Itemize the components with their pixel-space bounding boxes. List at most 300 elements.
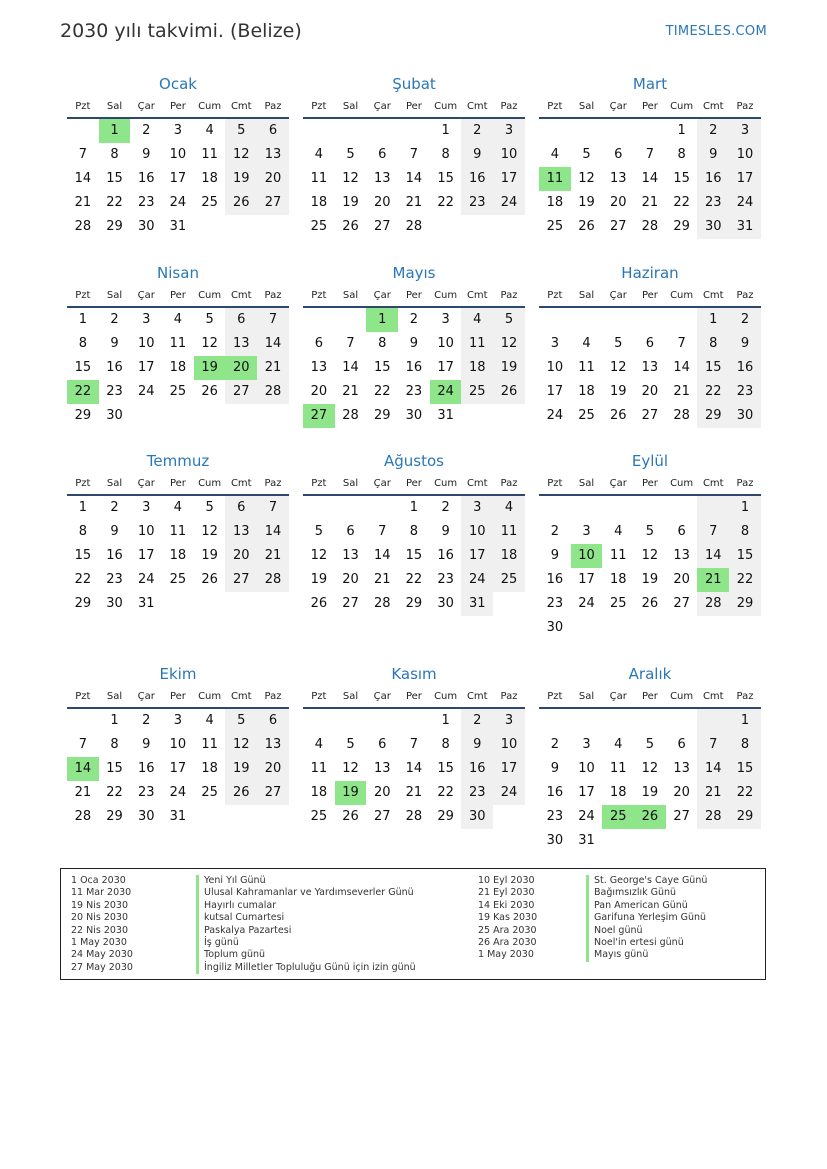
day-cell: 20 (225, 544, 257, 568)
day-cell: 11 (493, 520, 525, 544)
month-block (303, 662, 525, 829)
weekday-header (303, 686, 525, 709)
day-grid (539, 308, 761, 428)
weekday-header (539, 473, 761, 496)
day-cell: 3 (142, 312, 151, 327)
day-cell: 5 (645, 524, 655, 539)
empty-cell (666, 829, 698, 853)
weekday-label: Pzt (311, 691, 327, 702)
weekday-label: Sal (106, 290, 123, 301)
day-cell: 9 (550, 761, 559, 776)
empty-cell (729, 829, 761, 853)
month-block (303, 261, 525, 428)
legend-names-left (196, 875, 416, 974)
empty-cell (225, 592, 257, 616)
day-cell: 12 (225, 143, 257, 167)
day-cell: 21 (697, 568, 729, 592)
empty-cell (666, 496, 698, 520)
day-cell: 10 (137, 336, 155, 351)
weekday-label: Pzt (547, 478, 563, 489)
month-block (67, 72, 289, 239)
day-cell: 21 (641, 195, 659, 210)
day-cell: 10 (461, 520, 493, 544)
empty-cell (398, 709, 430, 733)
day-cell: 13 (257, 143, 289, 167)
day-cell: 19 (342, 195, 359, 210)
day-cell: 18 (461, 356, 493, 380)
weekday-label: Cmt (466, 101, 488, 112)
day-cell: 27 (257, 191, 289, 215)
day-cell: 7 (257, 308, 289, 332)
weekday-label: Pzt (547, 691, 563, 702)
empty-cell (194, 592, 226, 616)
day-cell: 27 (257, 781, 289, 805)
day-cell: 23 (106, 384, 123, 399)
legend-date: 21 Eyl 2030 (478, 887, 535, 899)
day-cell: 4 (493, 496, 525, 520)
day-cell: 14 (257, 520, 289, 544)
weekday-label: Pzt (75, 290, 91, 301)
month-name: Aralık (628, 665, 672, 683)
day-cell: 27 (641, 408, 659, 423)
day-cell: 26 (342, 219, 359, 234)
day-cell: 19 (201, 548, 218, 563)
weekday-label: Pzt (311, 290, 327, 301)
day-cell: 18 (310, 785, 328, 800)
day-cell: 25 (310, 809, 328, 824)
day-cell: 24 (578, 596, 595, 611)
day-cell: 11 (578, 360, 595, 375)
day-cell: 18 (201, 761, 218, 776)
day-cell: 9 (110, 524, 119, 539)
day-cell: 16 (137, 761, 155, 776)
day-cell: 12 (609, 360, 627, 375)
legend-date: 19 Nis 2030 (71, 899, 128, 911)
day-cell: 23 (405, 384, 423, 399)
day-cell: 6 (378, 737, 387, 752)
weekday-label: Per (405, 478, 422, 489)
day-cell: 27 (673, 596, 690, 611)
day-cell: 25 (169, 384, 187, 399)
legend-holiday-name: kutsal Cumartesi (196, 912, 416, 924)
day-cell: 16 (697, 167, 729, 191)
day-cell: 2 (142, 713, 151, 728)
weekday-label: Pzt (311, 478, 327, 489)
legend-date: 1 Oca 2030 (71, 875, 126, 886)
day-cell: 9 (729, 332, 761, 356)
day-cell: 30 (437, 596, 454, 611)
day-cell: 5 (614, 336, 623, 351)
day-cell: 5 (225, 709, 257, 733)
day-cell: 16 (461, 757, 493, 781)
day-grid (303, 119, 525, 239)
month-name: Ocak (159, 75, 197, 93)
legend-holiday-name: Toplum günü (196, 949, 416, 961)
day-cell: 30 (106, 408, 123, 423)
empty-cell (602, 308, 634, 332)
day-cell: 13 (673, 548, 690, 563)
day-cell: 24 (729, 191, 761, 215)
day-cell: 20 (225, 356, 257, 380)
legend-dates-left (71, 875, 133, 974)
brand-link[interactable]: TIMESLES.COM (665, 24, 767, 39)
empty-cell (335, 496, 367, 520)
day-cell: 14 (697, 757, 729, 781)
day-cell: 4 (205, 123, 214, 138)
day-cell: 26 (578, 219, 595, 234)
weekday-label: Sal (106, 478, 123, 489)
day-cell: 4 (314, 147, 323, 162)
day-cell: 8 (110, 147, 119, 162)
empty-cell (366, 709, 398, 733)
empty-cell (634, 616, 666, 640)
empty-cell (225, 404, 257, 428)
legend-date: 1 May 2030 (478, 949, 534, 961)
day-cell: 7 (677, 336, 686, 351)
day-cell: 2 (461, 119, 493, 143)
day-cell: 14 (405, 171, 423, 186)
weekday-label: Cum (670, 290, 694, 301)
weekday-label: Per (169, 691, 186, 702)
day-cell: 25 (310, 219, 328, 234)
empty-cell (602, 829, 634, 853)
day-cell: 20 (342, 572, 359, 587)
day-cell: 24 (493, 191, 525, 215)
day-cell: 21 (673, 384, 690, 399)
day-cell: 16 (546, 785, 564, 800)
day-cell: 30 (106, 596, 123, 611)
weekday-label: Çar (137, 478, 155, 489)
day-cell: 5 (582, 147, 591, 162)
day-cell: 28 (673, 408, 690, 423)
weekday-label: Cum (198, 478, 222, 489)
holiday-legend (60, 868, 766, 980)
day-cell: 7 (645, 147, 655, 162)
day-cell: 20 (373, 195, 391, 210)
day-cell: 13 (225, 332, 257, 356)
day-cell: 24 (169, 195, 187, 210)
day-cell: 28 (405, 219, 423, 234)
weekday-label: Paz (264, 101, 282, 112)
weekday-header (67, 96, 289, 119)
day-cell: 4 (205, 713, 214, 728)
day-cell: 15 (405, 548, 423, 563)
day-cell: 15 (106, 171, 123, 186)
day-cell: 5 (346, 147, 355, 162)
day-cell: 11 (539, 167, 571, 191)
weekday-header (303, 96, 525, 119)
day-cell: 24 (169, 785, 187, 800)
weekday-label: Çar (373, 478, 391, 489)
day-cell: 25 (201, 195, 218, 210)
day-cell: 5 (225, 119, 257, 143)
day-cell: 14 (641, 171, 659, 186)
day-cell: 10 (493, 143, 525, 167)
empty-cell (571, 308, 603, 332)
day-cell: 14 (74, 171, 92, 186)
empty-cell (130, 404, 162, 428)
legend-date: 20 Nis 2030 (71, 912, 128, 924)
month-block (303, 72, 525, 239)
day-cell: 2 (110, 312, 119, 327)
weekday-label: Paz (500, 290, 518, 301)
weekday-label: Cmt (466, 691, 488, 702)
empty-cell (225, 215, 257, 239)
day-cell: 31 (461, 592, 493, 616)
month-block (539, 261, 761, 428)
weekday-label: Per (405, 691, 422, 702)
day-cell: 25 (201, 785, 218, 800)
day-cell: 22 (673, 195, 690, 210)
weekday-label: Cmt (702, 101, 724, 112)
weekday-label: Sal (106, 691, 123, 702)
weekday-label: Çar (609, 691, 627, 702)
weekday-label: Sal (106, 101, 123, 112)
day-cell: 14 (405, 761, 423, 776)
day-cell: 26 (493, 380, 525, 404)
day-cell: 11 (201, 737, 218, 752)
day-cell: 15 (106, 761, 123, 776)
day-cell: 19 (578, 195, 595, 210)
empty-cell (194, 805, 226, 829)
weekday-label: Paz (736, 691, 754, 702)
day-cell: 8 (378, 336, 387, 351)
empty-cell (257, 805, 289, 829)
day-cell: 15 (729, 544, 761, 568)
empty-cell (493, 805, 525, 829)
day-cell: 17 (137, 360, 155, 375)
day-cell: 6 (225, 496, 257, 520)
day-cell: 4 (314, 737, 323, 752)
day-cell: 10 (571, 544, 603, 568)
empty-cell (461, 215, 493, 239)
weekday-label: Pzt (75, 101, 91, 112)
day-cell: 20 (310, 384, 328, 399)
weekday-label: Per (405, 101, 422, 112)
legend-holiday-name: Paskalya Pazartesi (196, 925, 416, 937)
day-cell: 29 (74, 408, 92, 423)
day-cell: 17 (546, 384, 564, 399)
day-cell: 21 (257, 544, 289, 568)
day-cell: 29 (106, 219, 123, 234)
weekday-label: Çar (373, 290, 391, 301)
day-cell: 4 (614, 737, 623, 752)
day-cell: 10 (137, 524, 155, 539)
day-cell: 21 (697, 781, 729, 805)
day-cell: 24 (546, 408, 564, 423)
month-name: Ekim (159, 665, 197, 683)
day-cell: 8 (409, 524, 419, 539)
legend-names-right (586, 875, 707, 962)
empty-cell (634, 496, 666, 520)
day-cell: 13 (373, 171, 391, 186)
weekday-label: Pzt (75, 691, 91, 702)
day-cell: 22 (729, 568, 761, 592)
day-cell: 3 (550, 336, 559, 351)
day-cell: 8 (729, 733, 761, 757)
day-cell: 12 (225, 733, 257, 757)
day-cell: 16 (106, 548, 123, 563)
day-cell: 10 (493, 733, 525, 757)
day-cell: 19 (310, 572, 328, 587)
legend-holiday-name: Noel'in ertesi günü (586, 937, 707, 949)
weekday-label: Cum (670, 691, 694, 702)
day-cell: 13 (673, 761, 690, 776)
month-block (67, 662, 289, 829)
day-cell: 27 (225, 380, 257, 404)
legend-holiday-name: Noel günü (586, 925, 707, 937)
day-cell: 8 (441, 147, 450, 162)
weekday-header (67, 473, 289, 496)
empty-cell (571, 709, 603, 733)
legend-holiday-name: Bağımsızlık Günü (586, 887, 707, 899)
day-cell: 10 (169, 147, 187, 162)
day-cell: 21 (342, 384, 359, 399)
day-cell: 23 (697, 191, 729, 215)
day-cell: 29 (729, 805, 761, 829)
day-cell: 13 (342, 548, 359, 563)
empty-cell (602, 616, 634, 640)
day-cell: 3 (729, 119, 761, 143)
day-cell: 27 (373, 219, 391, 234)
day-cell: 8 (441, 737, 450, 752)
day-cell: 5 (645, 737, 655, 752)
day-cell: 16 (137, 171, 155, 186)
day-cell: 6 (314, 336, 323, 351)
day-cell: 30 (697, 215, 729, 239)
day-cell: 15 (74, 548, 92, 563)
day-cell: 17 (437, 360, 454, 375)
empty-cell (634, 709, 666, 733)
empty-cell (602, 119, 634, 143)
weekday-label: Paz (500, 101, 518, 112)
month-name: Nisan (157, 264, 199, 282)
day-cell: 22 (106, 195, 123, 210)
day-cell: 27 (303, 404, 335, 428)
day-cell: 11 (310, 171, 328, 186)
weekday-label: Cum (434, 478, 458, 489)
day-cell: 23 (106, 572, 123, 587)
weekday-label: Cmt (702, 691, 724, 702)
day-cell: 28 (257, 568, 289, 592)
empty-cell (67, 709, 99, 733)
weekday-label: Çar (137, 290, 155, 301)
day-cell: 10 (169, 737, 187, 752)
day-cell: 29 (405, 596, 423, 611)
month-name: Şubat (392, 75, 436, 93)
legend-holiday-name: Pan American Günü (586, 900, 707, 912)
day-cell: 21 (74, 195, 92, 210)
day-cell: 2 (441, 500, 450, 515)
day-cell: 16 (106, 360, 123, 375)
day-cell: 7 (378, 524, 387, 539)
day-cell: 13 (257, 733, 289, 757)
day-cell: 22 (437, 195, 454, 210)
empty-cell (539, 709, 571, 733)
day-cell: 6 (677, 524, 686, 539)
day-cell: 19 (609, 384, 627, 399)
day-cell: 14 (373, 548, 391, 563)
day-cell: 17 (461, 544, 493, 568)
legend-date: 22 Nis 2030 (71, 924, 128, 936)
empty-cell (430, 215, 462, 239)
day-cell: 25 (602, 805, 634, 829)
day-cell: 31 (137, 596, 155, 611)
day-cell: 8 (697, 332, 729, 356)
day-cell: 1 (441, 713, 450, 728)
weekday-label: Çar (137, 101, 155, 112)
empty-cell (257, 404, 289, 428)
day-cell: 30 (137, 809, 155, 824)
empty-cell (67, 119, 99, 143)
empty-cell (257, 592, 289, 616)
day-cell: 14 (697, 544, 729, 568)
weekday-label: Sal (578, 290, 595, 301)
weekday-label: Per (641, 290, 658, 301)
weekday-label: Sal (578, 478, 595, 489)
day-cell: 3 (142, 500, 151, 515)
day-cell: 27 (342, 596, 359, 611)
day-grid (67, 308, 289, 428)
weekday-label: Çar (137, 691, 155, 702)
day-cell: 29 (74, 596, 92, 611)
weekday-label: Cmt (230, 101, 252, 112)
day-cell: 18 (310, 195, 328, 210)
day-cell: 6 (378, 147, 387, 162)
day-cell: 2 (409, 312, 419, 327)
day-cell: 16 (461, 167, 493, 191)
day-cell: 12 (641, 761, 659, 776)
empty-cell (697, 496, 729, 520)
day-cell: 22 (67, 380, 99, 404)
day-cell: 8 (677, 147, 686, 162)
day-cell: 26 (310, 596, 328, 611)
day-cell: 5 (346, 737, 355, 752)
day-cell: 4 (550, 147, 559, 162)
weekday-label: Sal (578, 101, 595, 112)
weekday-label: Per (641, 691, 658, 702)
day-cell: 31 (169, 809, 187, 824)
empty-cell (602, 496, 634, 520)
weekday-label: Cmt (702, 478, 724, 489)
day-cell: 21 (257, 356, 289, 380)
day-cell: 4 (461, 308, 493, 332)
month-name: Ağustos (384, 452, 444, 470)
empty-cell (398, 119, 430, 143)
weekday-label: Sal (342, 478, 359, 489)
day-cell: 22 (437, 785, 454, 800)
weekday-label: Cmt (466, 478, 488, 489)
day-cell: 7 (697, 733, 729, 757)
day-cell: 21 (373, 572, 391, 587)
day-cell: 18 (169, 360, 187, 375)
weekday-label: Paz (500, 691, 518, 702)
day-cell: 14 (342, 360, 359, 375)
day-cell: 11 (201, 147, 218, 162)
empty-cell (539, 119, 571, 143)
day-cell: 1 (78, 500, 87, 515)
empty-cell (225, 805, 257, 829)
day-cell: 1 (110, 713, 119, 728)
day-cell: 1 (99, 119, 131, 143)
month-block (67, 261, 289, 428)
day-cell: 27 (225, 568, 257, 592)
weekday-header (539, 686, 761, 709)
day-cell: 24 (493, 781, 525, 805)
weekday-label: Cmt (466, 290, 488, 301)
month-name: Temmuz (146, 452, 210, 470)
weekday-label: Cmt (230, 290, 252, 301)
